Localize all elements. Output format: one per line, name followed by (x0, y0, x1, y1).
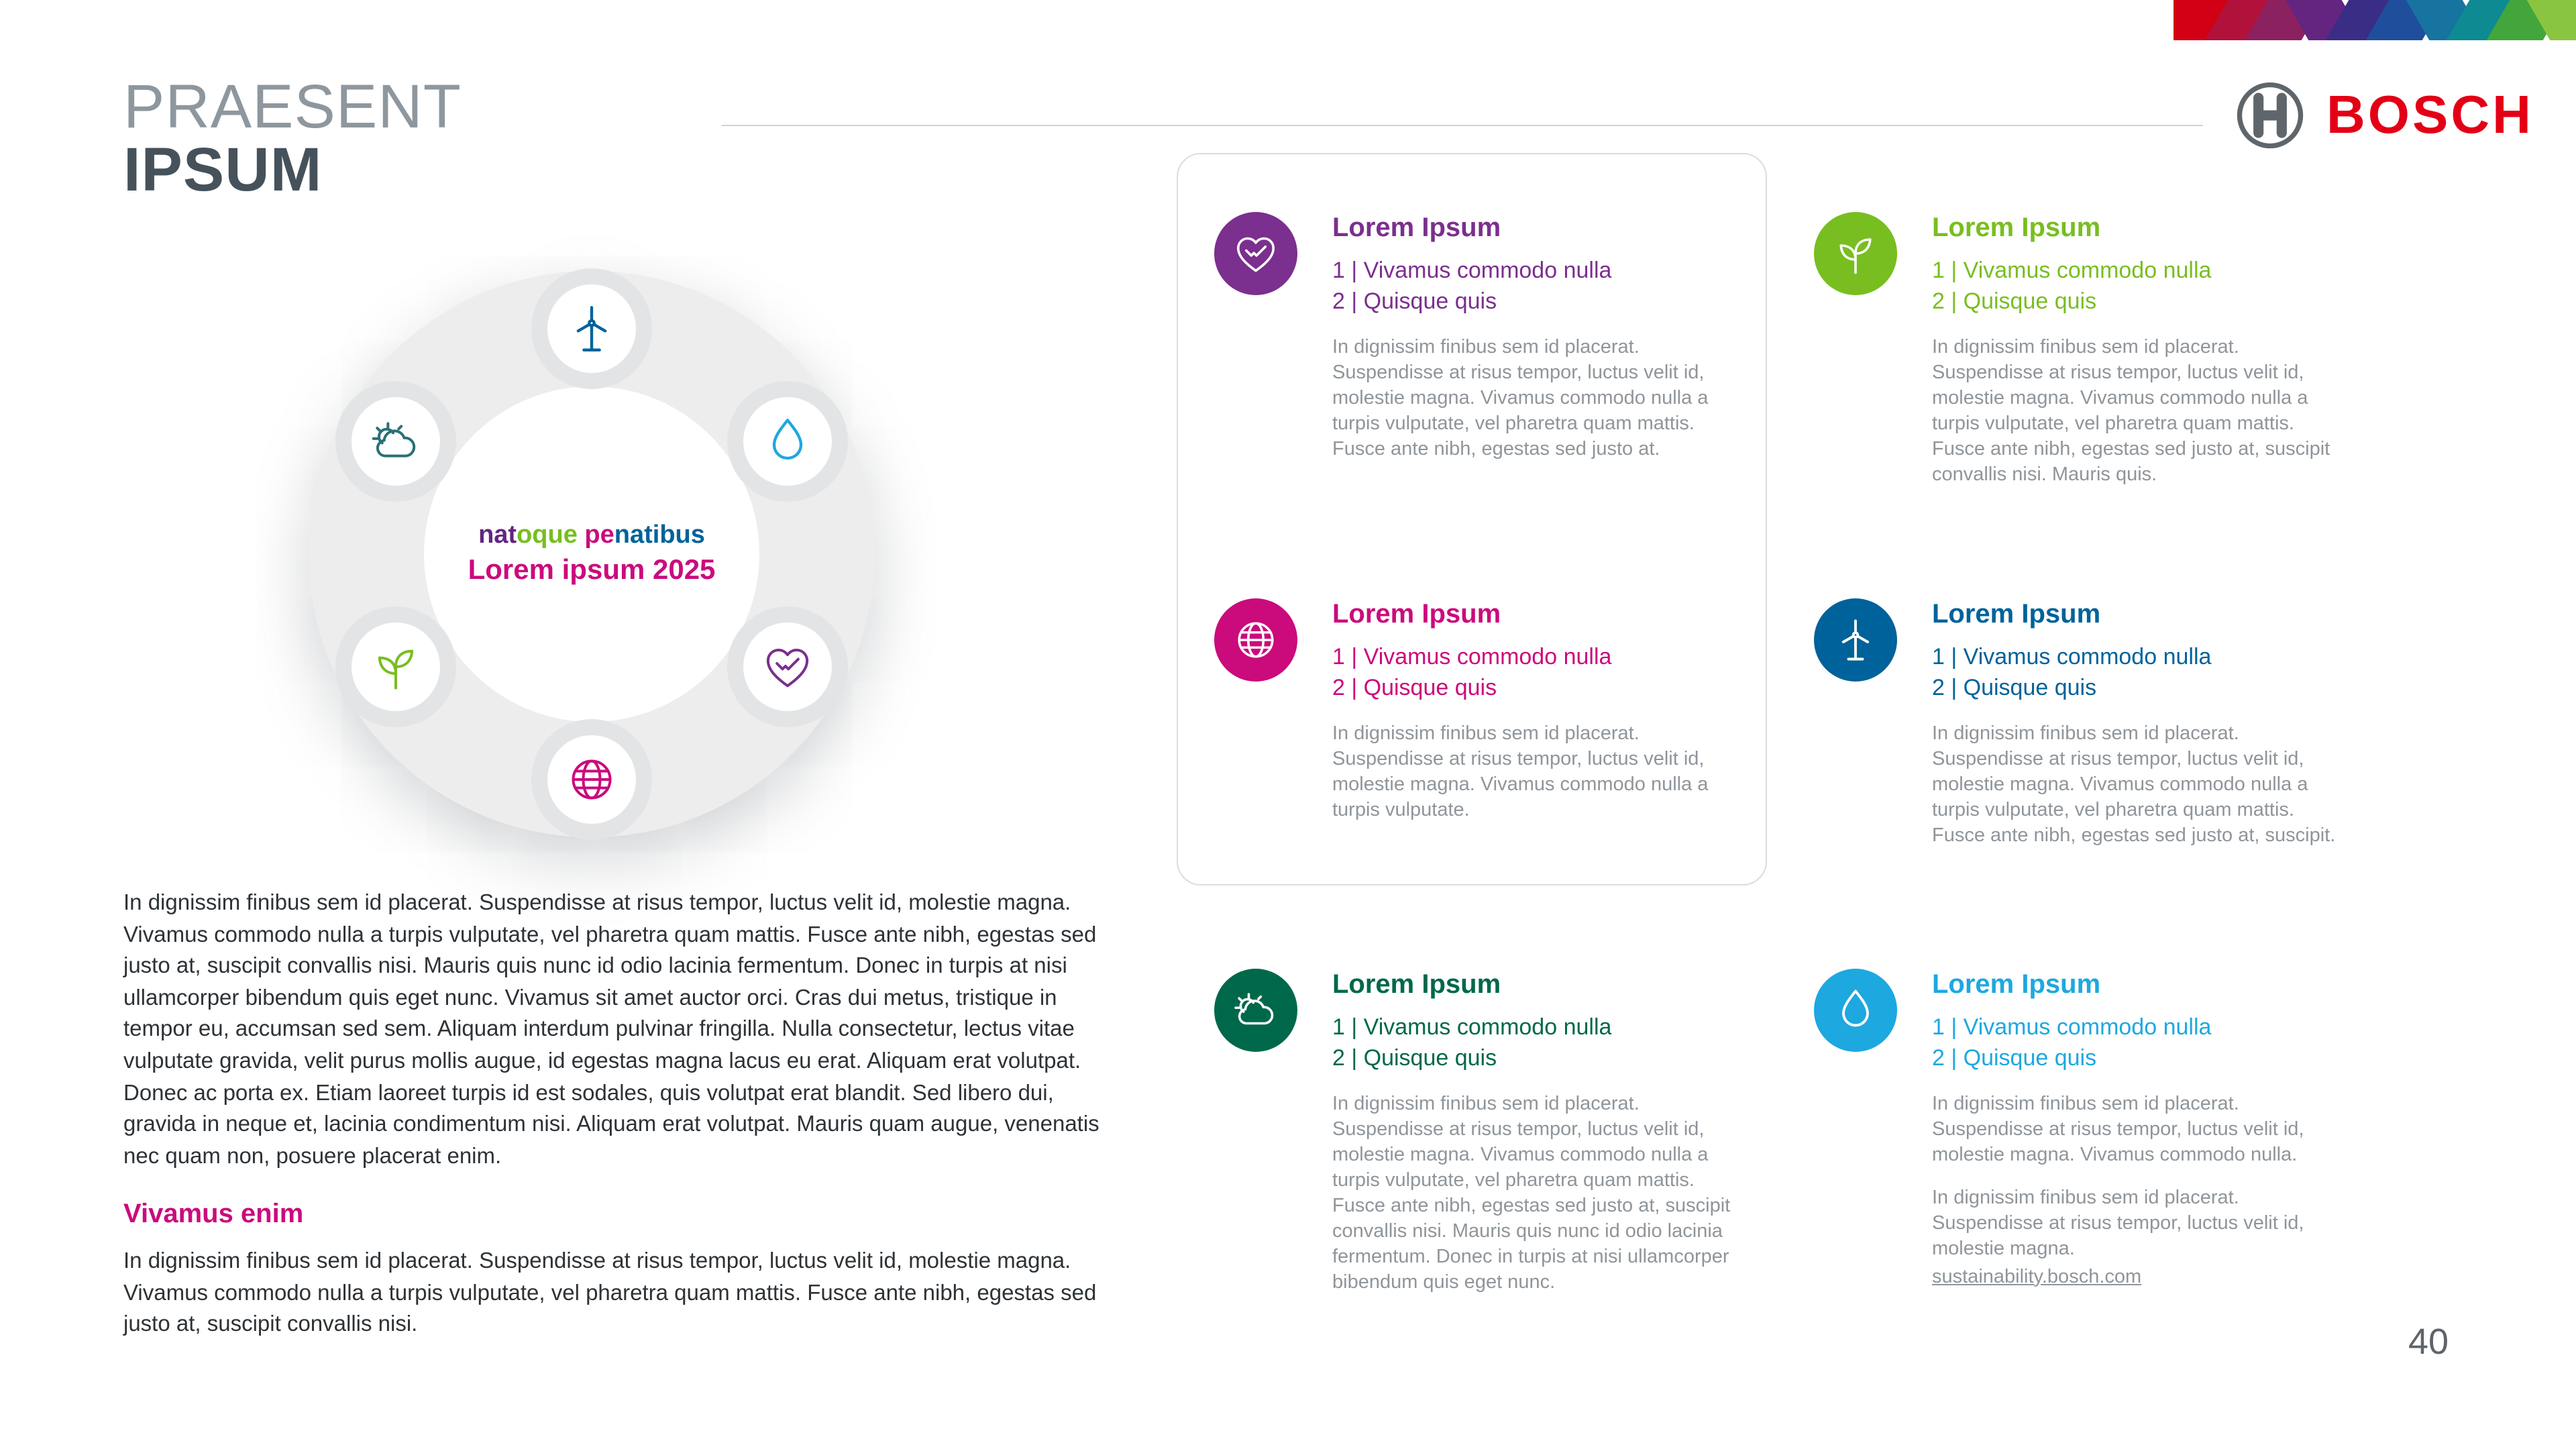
info-item-blue-dark (1814, 598, 2337, 849)
sustainability-wheel-diagram (309, 271, 875, 837)
bosch-symbol-icon (2235, 80, 2305, 150)
page-title-line2: IPSUM (123, 133, 323, 204)
wind-turbine-icon (1814, 598, 1897, 682)
left-copy (123, 888, 1100, 1341)
info-item-body: In dignissim finibus sem id placerat. Suspendisse at risus tempor, luctus velit id, molestie magna. Vivamus commodo nulla a turpis vulputate, vel pharetra quam mattis. Fusce ante nibh, egestas sed justo at, suscipit convallis nisi. Mauris quis nunc id odio lacinia fermentum. Donec in turpis at nisi ullamcorper bibendum quis eget nunc. (1332, 1093, 1731, 1293)
info-item-line1: 1 | Vivamus commodo nulla (1932, 1014, 2212, 1040)
info-item-body: In dignissim finibus sem id placerat. Suspendisse at risus tempor, luctus velit id, molestie magna. Vivamus commodo nulla a turpis vulputate. (1332, 722, 1709, 821)
left-paragraph-2: In dignissim finibus sem id placerat. Suspendisse at risus tempor, luctus velit id, molestie magna. Vivamus commodo nulla a turpis vulputate, vel pharetra quam mattis. Fusce ante nibh, egestas sed justo at, suscipit convallis nisi. (123, 1248, 1097, 1337)
info-item-line2: 2 | Quisque quis (1932, 288, 2097, 315)
bosch-wordmark: BOSCH (2326, 85, 2534, 144)
sustainability-link[interactable]: sustainability.bosch.com (1932, 1266, 2142, 1288)
diagram-center-line2: Lorem ipsum 2025 (468, 555, 716, 586)
info-item-body-2: In dignissim finibus sem id placerat. Suspendisse at risus tempor, luctus velit id, molestie magna. (1932, 1187, 2304, 1260)
info-item-line2: 2 | Quisque quis (1332, 675, 1497, 701)
left-subheading: Vivamus enim (123, 1199, 304, 1230)
info-item-blue-light (1814, 969, 2337, 1289)
leaf-icon (335, 606, 456, 727)
leaf-icon (1814, 212, 1897, 295)
droplet-icon (727, 381, 848, 502)
info-item-title: Lorem Ipsum (1332, 970, 1501, 1000)
left-paragraph-1: In dignissim finibus sem id placerat. Suspendisse at risus tempor, luctus velit id, molestie magna. Vivamus commodo nulla a turpis vulputate, vel pharetra quam mattis. Fusce ante nibh, egestas sed justo at, suscipit convallis nisi. Mauris quis nunc id odio lacinia fermentum. Donec in turpis at nisi ullamcorper bibendum quis eget nunc. Vivamus sit amet auctor orci. Cras dui metus, tristique in tempor eu, accumsan sed sem. Aliquam interdum pulvinar fringilla. Nulla consectetur, lectus vitae vulputate gravida, velit purus mollis augue, id egestas magna lacus eu erat. Aliquam erat volutpat. Donec ac porta ex. Etiam laoreet turpis id est sodales, quis volutpat erat blandit. Sed libero dui, gravida in neque et, lacinia condimentum nisi. Aliquam erat volutpat. Mauris quam augue, venenatis nec quam non, posuere placerat enim. (123, 891, 1099, 1169)
heart-hands-icon (1214, 212, 1297, 295)
wind-turbine-icon (531, 268, 652, 389)
info-item-line1: 1 | Vivamus commodo nulla (1332, 1014, 1612, 1040)
info-item-line1: 1 | Vivamus commodo nulla (1932, 644, 2212, 669)
globe-icon (531, 719, 652, 840)
page-title-line1: PRAESENT (123, 71, 462, 141)
info-item-line1: 1 | Vivamus commodo nulla (1932, 258, 2212, 283)
diagram-center-line1: natoque penatibus (478, 521, 705, 549)
info-item-title: Lorem Ipsum (1332, 213, 1501, 243)
info-item-purple (1214, 212, 1737, 463)
info-item-line2: 2 | Quisque quis (1332, 288, 1497, 315)
heart-hands-icon (727, 606, 848, 727)
info-item-body: In dignissim finibus sem id placerat. Suspendisse at risus tempor, luctus velit id, molestie magna. Vivamus commodo nulla a turpis vulputate, vel pharetra quam mattis. Fusce ante nibh, egestas sed justo at. (1332, 336, 1709, 460)
bosch-logo (2235, 80, 2534, 150)
info-item-magenta (1214, 598, 1737, 824)
info-item-line2: 2 | Quisque quis (1932, 1045, 2097, 1071)
page-title (123, 71, 462, 204)
info-item-title: Lorem Ipsum (1932, 600, 2101, 629)
info-item-green-light (1814, 212, 2337, 488)
info-item-body: In dignissim finibus sem id placerat. Suspendisse at risus tempor, luctus velit id, molestie magna. Vivamus commodo nulla a turpis vulputate, vel pharetra quam mattis. Fusce ante nibh, egestas sed justo at, suscipit convallis nisi. Mauris quis. (1932, 336, 2330, 486)
info-item-green-dark (1214, 969, 1737, 1296)
diagram-center-text (424, 521, 759, 587)
info-item-line2: 2 | Quisque quis (1332, 1045, 1497, 1071)
info-item-title: Lorem Ipsum (1932, 970, 2101, 1000)
cloud-icon (1214, 969, 1297, 1052)
info-item-title: Lorem Ipsum (1932, 213, 2101, 243)
info-item-line2: 2 | Quisque quis (1932, 675, 2097, 701)
cloud-icon (335, 381, 456, 502)
droplet-icon (1814, 969, 1897, 1052)
page-number: 40 (2408, 1322, 2449, 1362)
info-item-line1: 1 | Vivamus commodo nulla (1332, 258, 1612, 283)
info-item-body: In dignissim finibus sem id placerat. Suspendisse at risus tempor, luctus velit id, molestie magna. Vivamus commodo nulla. (1932, 1093, 2304, 1166)
info-item-body: In dignissim finibus sem id placerat. Suspendisse at risus tempor, luctus velit id, molestie magna. Vivamus commodo nulla a turpis vulputate, vel pharetra quam mattis. Fusce ante nibh, egestas sed justo at, suscipit. (1932, 722, 2336, 847)
info-item-line1: 1 | Vivamus commodo nulla (1332, 644, 1612, 669)
info-item-title: Lorem Ipsum (1332, 600, 1501, 629)
supergraphic (2174, 0, 2576, 40)
globe-icon (1214, 598, 1297, 682)
header-divider (722, 125, 2203, 126)
